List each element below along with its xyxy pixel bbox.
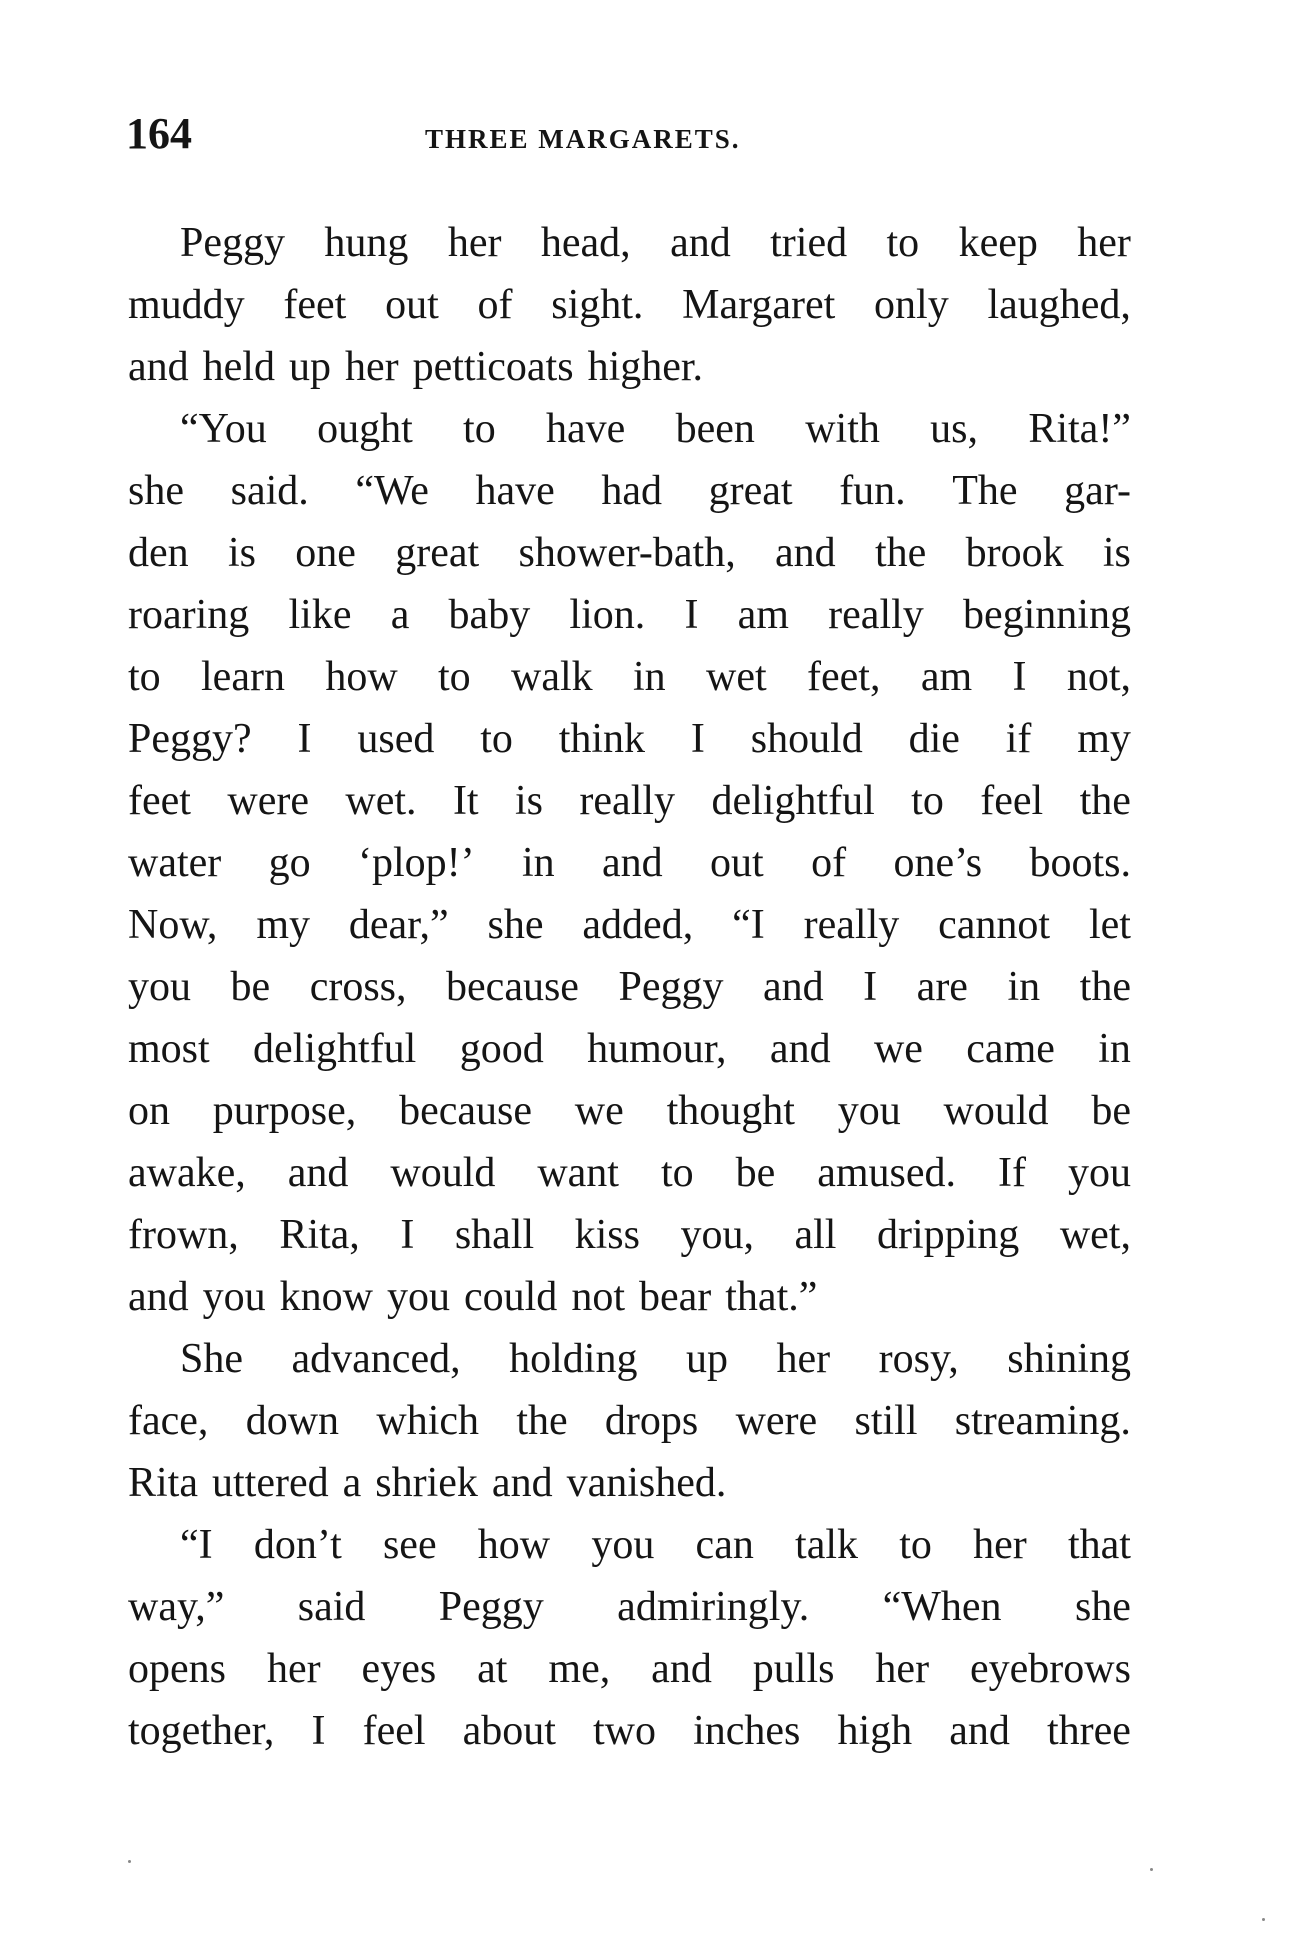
word: came [966,1026,1055,1072]
word: be [735,1150,776,1196]
page-number: 164 [126,109,192,158]
word: den [128,530,189,576]
word: and [769,1026,831,1072]
word: wet, [1059,1212,1131,1258]
word: admiringly. [617,1584,810,1630]
word: out [710,840,764,886]
word: head, [540,220,631,266]
word: two [593,1708,657,1754]
text-line [128,1700,1131,1762]
word: is [1102,530,1131,576]
word: you [387,1274,450,1320]
word: she [1074,1584,1131,1630]
word: frown, [128,1212,239,1258]
word: you [128,964,191,1010]
word: bear [638,1274,712,1320]
text-line [128,336,1131,398]
word: Rita, [279,1212,360,1258]
word: streaming. [954,1398,1131,1444]
word: eyes [361,1646,437,1692]
word: and [762,964,824,1010]
word: awake, [128,1150,246,1196]
word: and [287,1150,349,1196]
word: to [128,654,161,700]
word: great [395,530,480,576]
word: all [794,1212,837,1258]
word: I [684,592,699,638]
text-line [128,1080,1131,1142]
word: you [1067,1150,1131,1196]
word: “You [180,406,267,452]
word: the [874,530,927,576]
word: fun. [839,468,906,514]
word: tried [770,220,848,266]
text-line [128,1514,1131,1576]
word: feet, [807,654,881,700]
word: be [1091,1088,1131,1134]
word: shining [1007,1336,1131,1382]
word: face, [128,1398,209,1444]
word: and [602,840,663,886]
word: Now, [128,902,218,948]
word: can [695,1522,754,1568]
word: and [491,1460,553,1506]
text-line [128,646,1131,708]
word: and [670,220,731,266]
word: water [128,840,222,886]
word: walk [511,654,593,700]
word: we [574,1088,624,1134]
word: If [997,1150,1026,1196]
word: dripping [876,1212,1020,1258]
word: dear,” [348,902,449,948]
word: higher. [587,344,704,390]
word: ought [317,406,413,452]
word: lion. [569,592,646,638]
word: with [805,406,880,452]
word: to [660,1150,694,1196]
word: shall [454,1212,535,1258]
word: and [128,344,189,390]
word: purpose, [212,1088,357,1134]
word: not, [1066,654,1131,700]
word: to [480,716,513,762]
word: really [579,778,676,824]
word: feel [980,778,1044,824]
paper-speck [1262,1918,1265,1921]
word: up [288,344,331,390]
word: would [943,1088,1049,1134]
word: drops [604,1398,699,1444]
word: “We [355,468,429,514]
word: how [477,1522,551,1568]
word: of [811,840,847,886]
word: know [279,1274,373,1320]
word: to [438,654,471,700]
text-line [128,956,1131,1018]
word: had [601,468,663,514]
text-line [128,1328,1131,1390]
text-line [128,1204,1131,1266]
word: cross, [309,964,407,1010]
word: great [708,468,793,514]
word: like [288,592,352,638]
word: out [385,282,439,328]
word: used [357,716,435,762]
word: a [390,592,410,638]
text-line [128,894,1131,956]
word: muddy [128,282,245,328]
word: her [973,1522,1027,1568]
word: gar- [1064,468,1131,514]
word: I [1012,654,1027,700]
text-line [128,522,1131,584]
word: feet [283,282,347,328]
word: delightful [253,1026,417,1072]
word: really [828,592,924,638]
text-line [128,1390,1131,1452]
word: my [256,902,310,948]
word: don’t [253,1522,342,1568]
word: I [400,1212,415,1258]
word: talk [795,1522,859,1568]
word: down [245,1398,340,1444]
word: and [128,1274,189,1320]
word: in [633,654,666,700]
word: in [1007,964,1041,1010]
word: beginning [962,592,1131,638]
word: uttered [212,1460,329,1506]
word: me, [548,1646,611,1692]
word: should [750,716,863,762]
word: we [873,1026,923,1072]
word: you [837,1088,901,1134]
word: of [477,282,513,328]
word: shower-bath, [518,530,736,576]
word: if [1005,716,1032,762]
word: see [382,1522,437,1568]
word: Peggy [618,964,724,1010]
word: her [447,220,502,266]
word: could [464,1274,558,1320]
word: you, [680,1212,754,1258]
word: Peggy? [128,716,252,762]
word: Margaret [682,282,836,328]
running-head: THREE MARGARETS. [425,124,741,154]
word: want [537,1150,619,1196]
word: are [916,964,968,1010]
word: us, [930,406,979,452]
word: high [837,1708,913,1754]
word: Rita [128,1460,198,1506]
word: about [462,1708,556,1754]
word: you [202,1274,266,1320]
word: and [949,1708,1010,1754]
word: is [515,778,544,824]
word: pulls [752,1646,835,1692]
word: held [202,344,275,390]
word: the [516,1398,568,1444]
word: She [180,1336,243,1382]
word: my [1077,716,1131,762]
word: I [863,964,878,1010]
word: were [735,1398,818,1444]
word: Peggy [438,1584,544,1630]
word: that [1067,1522,1131,1568]
text-line [128,1142,1131,1204]
word: that.” [725,1274,818,1320]
word: to [886,220,920,266]
word: been [675,406,755,452]
word: hung [324,220,409,266]
word: holding [509,1336,638,1382]
word: one [295,530,356,576]
word: added, [582,902,694,948]
text-line [128,1266,1131,1328]
word: baby [448,592,531,638]
word: her [344,344,399,390]
word: a [342,1460,362,1506]
word: learn [201,654,285,700]
text-line [128,460,1131,522]
word: the [1079,778,1131,824]
body-text [128,212,1131,1762]
word: I [311,1708,326,1754]
word: her [875,1646,930,1692]
word: her [1077,220,1131,266]
word: sight. [551,282,644,328]
text-line [128,770,1131,832]
word: “I [732,902,765,948]
word: in [1098,1026,1131,1072]
word: opens [128,1646,226,1692]
text-line [128,708,1131,770]
word: feel [362,1708,426,1754]
word: have [475,468,555,514]
text-line [128,584,1131,646]
word: die [908,716,960,762]
word: and [651,1646,712,1692]
word: am [737,592,789,638]
word: I [690,716,705,762]
word: be [230,964,271,1010]
word: her [266,1646,321,1692]
word: wet [706,654,767,700]
text-line [128,274,1131,336]
word: only [874,282,949,328]
word: I [297,716,312,762]
word: laughed, [987,282,1131,328]
word: three [1046,1708,1131,1754]
word: roaring [128,592,250,638]
word: advanced, [291,1336,461,1382]
word: still [854,1398,918,1444]
word: way,” [128,1584,225,1630]
word: feet [128,778,191,824]
word: ‘plop!’ [358,840,475,886]
word: said [297,1584,366,1630]
word: not [571,1274,625,1320]
word: she [128,468,184,514]
word: together, [128,1708,275,1754]
word: Peggy [180,220,285,266]
word: said. [230,468,309,514]
word: because [446,964,579,1010]
word: the [1079,964,1131,1010]
word: really [803,902,900,948]
text-line [128,1018,1131,1080]
word: have [546,406,626,452]
word: kiss [574,1212,640,1258]
word: which [376,1398,480,1444]
word: wet. [345,778,417,824]
word: in [522,840,555,886]
word: humour, [587,1026,727,1072]
word: good [459,1026,544,1072]
word: brook [965,530,1064,576]
word: go [268,840,311,886]
word: inches [693,1708,801,1754]
word: eyebrows [970,1646,1131,1692]
word: boots. [1029,840,1131,886]
word: cannot [938,902,1051,948]
word: you [591,1522,655,1568]
word: “I [180,1522,213,1568]
word: The [952,468,1018,514]
paper-speck [128,1860,131,1863]
word: delightful [711,778,875,824]
word: keep [958,220,1038,266]
word: to [899,1522,932,1568]
word: and [775,530,836,576]
word: up [685,1336,728,1382]
word: she [487,902,544,948]
paper-speck [1150,1868,1153,1871]
word: one’s [893,840,983,886]
word: petticoats [412,344,574,390]
text-line [128,1638,1131,1700]
word: rosy, [878,1336,959,1382]
word: because [399,1088,532,1134]
word: am [920,654,973,700]
word: were [227,778,309,824]
word: most [128,1026,210,1072]
word: Rita!” [1028,406,1131,452]
word: think [558,716,646,762]
word: on [128,1088,170,1134]
text-line [128,1576,1131,1638]
word: It [452,778,479,824]
word: shriek [375,1460,478,1506]
word: thought [666,1088,795,1134]
word: amused. [817,1150,957,1196]
word: to [911,778,944,824]
word: her [776,1336,831,1382]
word: “When [882,1584,1002,1630]
word: vanished. [566,1460,727,1506]
word: would [390,1150,496,1196]
word: let [1088,902,1131,948]
word: is [227,530,256,576]
text-line [128,832,1131,894]
word: at [477,1646,508,1692]
text-line [128,398,1131,460]
word: to [463,406,496,452]
text-line [128,212,1131,274]
text-line [128,1452,1131,1514]
word: how [325,654,398,700]
